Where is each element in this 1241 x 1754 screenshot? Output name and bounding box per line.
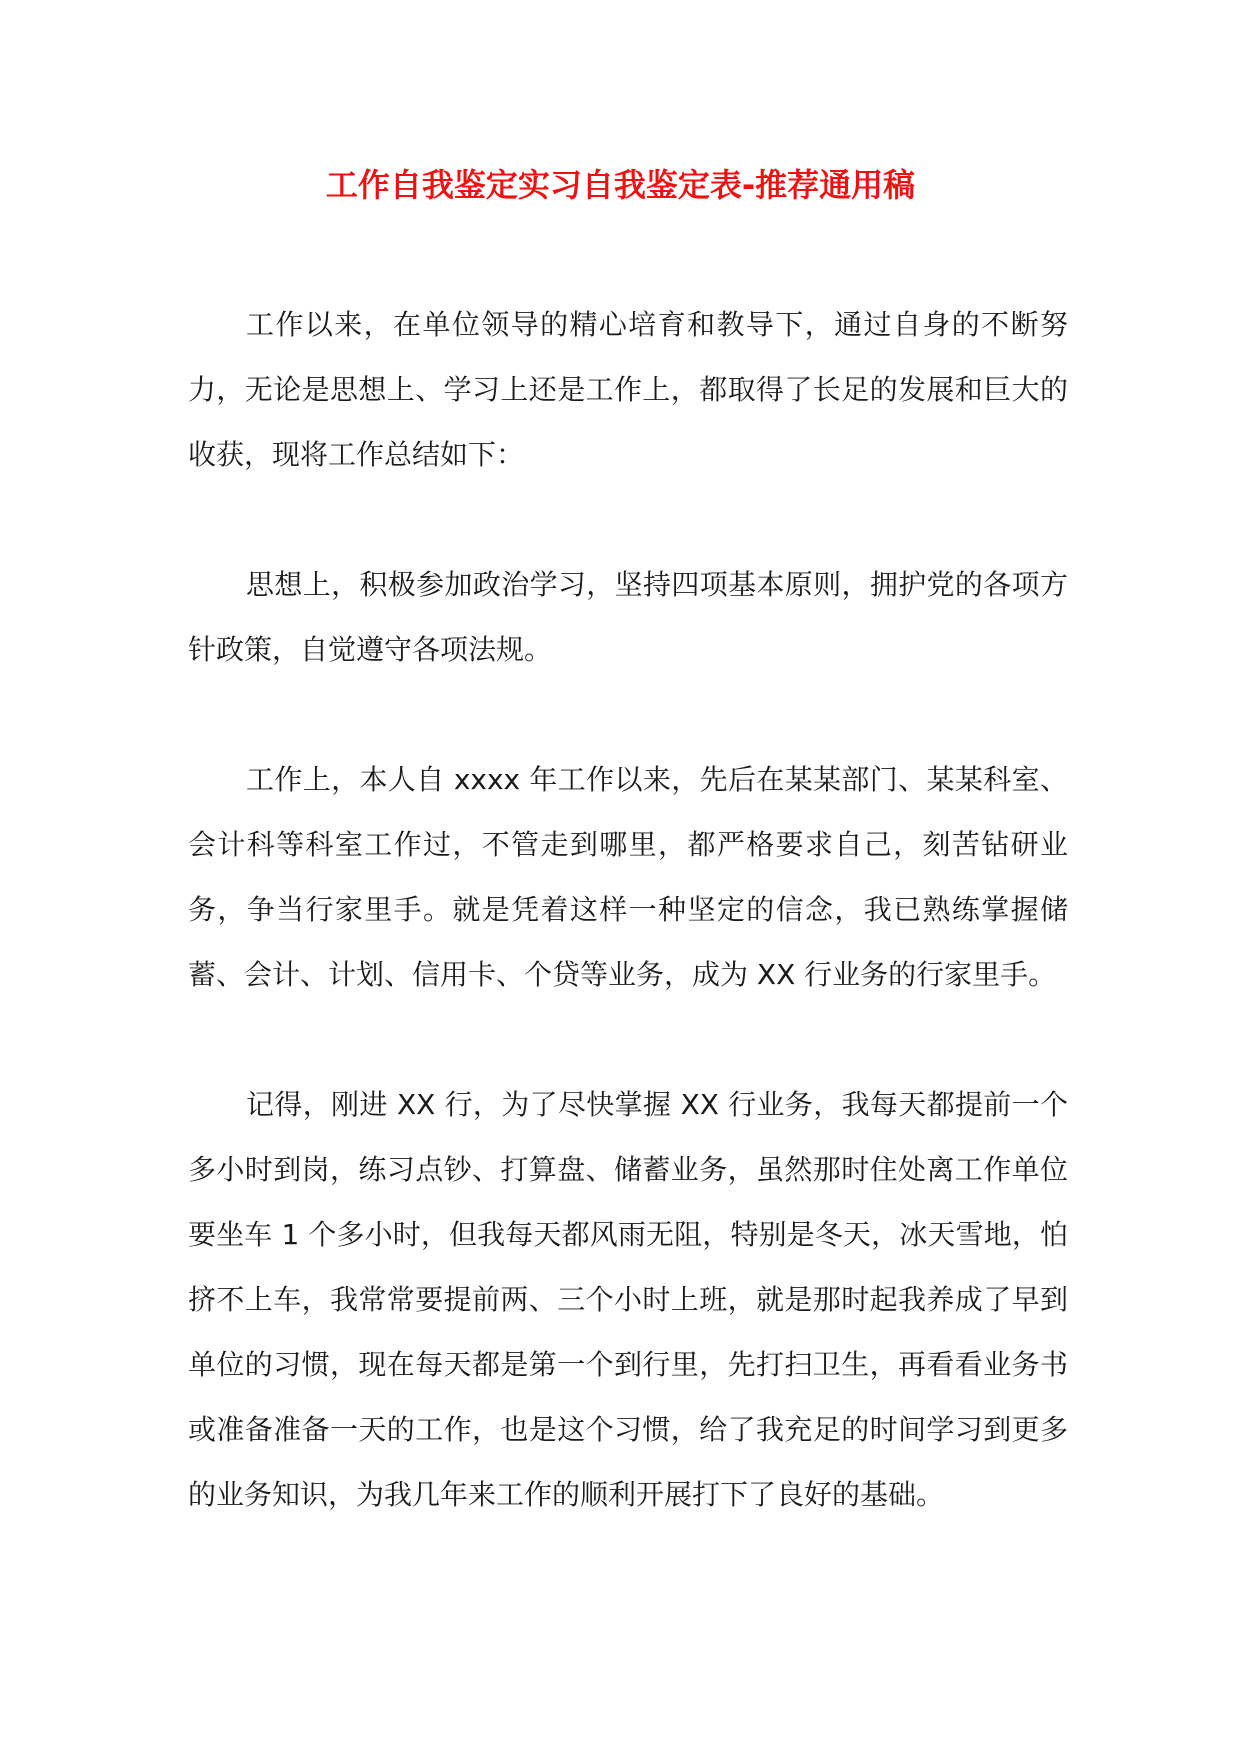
paragraph-work: 工作上，本人自 xxxx 年工作以来，先后在某某部门、某某科室、会计科等科室工作过，不管走到哪里，都严格要求自己，刻苦钻研业务，争当行家里手。就是凭着这样一种坚定的信念，我已熟练掌握储蓄、会计、计划、信用卡、个贷等业务，成为 XX 行业务的行家里手。 (188, 763, 1068, 991)
paragraph-memory: 记得，刚进 XX 行，为了尽快掌握 XX 行业务，我每天都提前一个多小时到岗，练习点钞、打算盘、储蓄业务，虽然那时住处离工作单位要坐车 1 个多小时，但我每天都风雨无阻，特别是冬天，冰天雪地，怕挤不上车，我常常要提前两、三个小时上班，就是那时起我养成了早到单位的习惯，现在每天都是第一个到行里，先打扫卫生，再看看业务书或准备准备一天的工作，也是这个习惯，给了我充足的时间学习到更多的业务知识，为我几年来工作的顺利开展打下了良好的基础。 (188, 1088, 1068, 1511)
document-title: 工作自我鉴定实习自我鉴定表-推荐通用稿 (325, 166, 916, 204)
paragraph-thought: 思想上，积极参加政治学习，坚持四项基本原则，拥护党的各项方针政策，自觉遵守各项法规。 (188, 568, 1068, 666)
paragraph-intro: 工作以来，在单位领导的精心培育和教导下，通过自身的不断努力，无论是思想上、学习上还是工作上，都取得了长足的发展和巨大的收获，现将工作总结如下： (188, 308, 1068, 471)
document-body (188, 292, 1068, 1592)
